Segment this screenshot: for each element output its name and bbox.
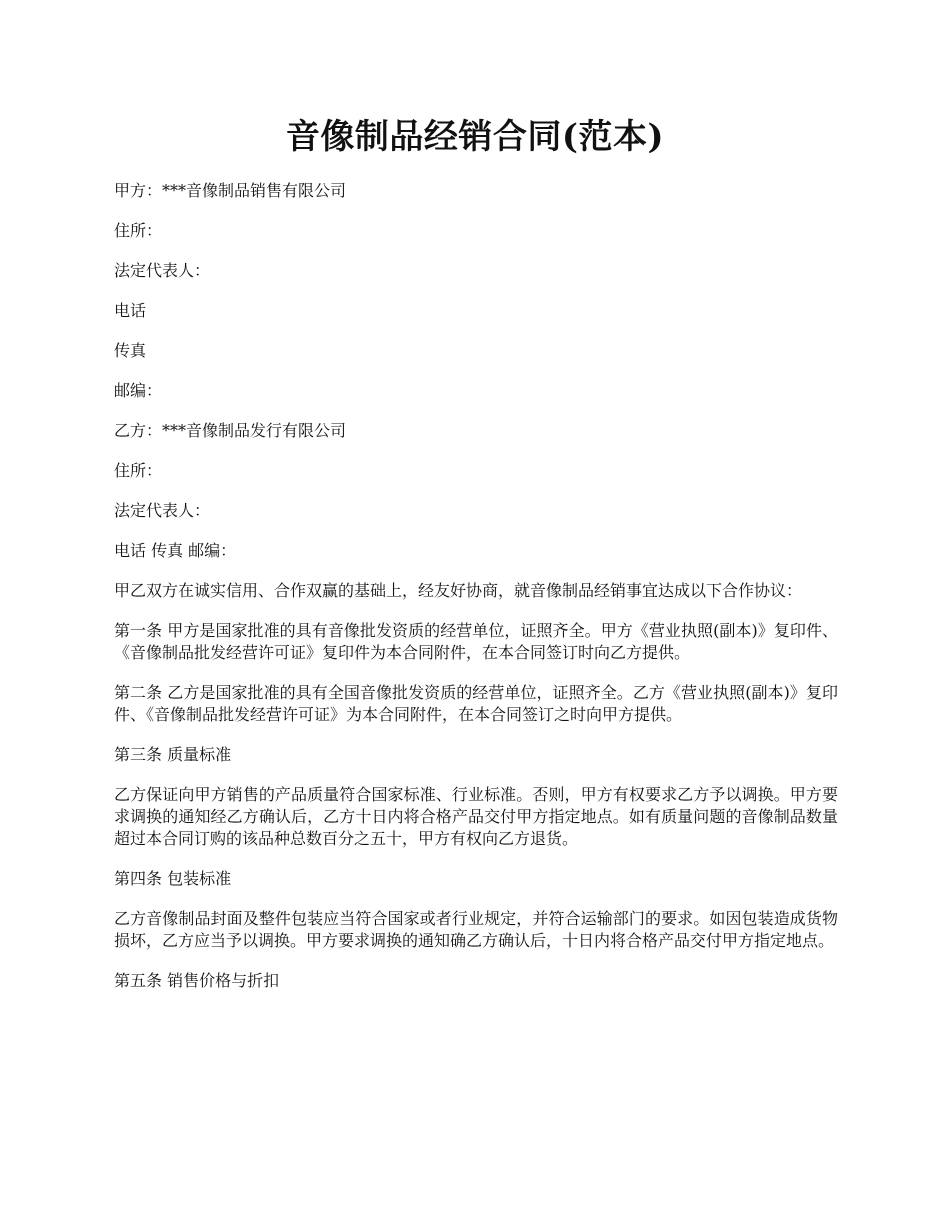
article-2: 第二条 乙方是国家批准的具有全国音像批发资质的经营单位，证照齐全。乙方《营业执照(副本)》复印件、《音像制品批发经营许可证》为本合同附件，在本合同签订之时向甲方提供。	[114, 683, 838, 724]
article-1: 第一条 甲方是国家批准的具有音像批发资质的经营单位，证照齐全。甲方《营业执照(副本)》复印件、《音像制品批发经营许可证》复印件为本合同附件，在本合同签订时向乙方提供。	[114, 621, 838, 662]
party-b-address: 住所：	[114, 461, 163, 480]
party-a-fax: 传真	[114, 341, 147, 360]
contract-body	[114, 180, 838, 1010]
article-3-body: 乙方保证向甲方销售的产品质量符合国家标准、行业标准。否则，甲方有权要求乙方予以调换。甲方要求调换的通知经乙方确认后，乙方十日内将合格产品交付甲方指定地点。如有质量问题的音像制品数量超过本合同订购的该品种总数百分之五十，甲方有权向乙方退货。	[114, 785, 838, 848]
party-b-name: 乙方：***音像制品发行有限公司	[114, 421, 347, 440]
preamble: 甲乙双方在诚实信用、合作双赢的基础上，经友好协商，就音像制品经销事宜达成以下合作协议：	[114, 581, 803, 600]
article-3-heading: 第三条 质量标准	[114, 745, 232, 764]
party-b-contact: 电话 传真 邮编：	[114, 541, 237, 560]
party-a-phone: 电话	[114, 301, 147, 320]
page-title: 音像制品经销合同(范本)	[285, 117, 665, 157]
article-4-body: 乙方音像制品封面及整件包装应当符合国家或者行业规定，并符合运输部门的要求。如因包装造成货物损坏，乙方应当予以调换。甲方要求调换的通知确乙方确认后，十日内将合格产品交付甲方指定地点。	[114, 909, 838, 950]
party-a-legal-rep: 法定代表人：	[114, 261, 211, 280]
article-4-heading: 第四条 包装标准	[114, 869, 232, 888]
party-a-postcode: 邮编：	[114, 381, 163, 400]
party-a-name: 甲方：***音像制品销售有限公司	[114, 181, 347, 200]
party-b-legal-rep: 法定代表人：	[114, 501, 211, 520]
party-a-address: 住所：	[114, 221, 163, 240]
article-5-heading: 第五条 销售价格与折扣	[114, 971, 280, 990]
